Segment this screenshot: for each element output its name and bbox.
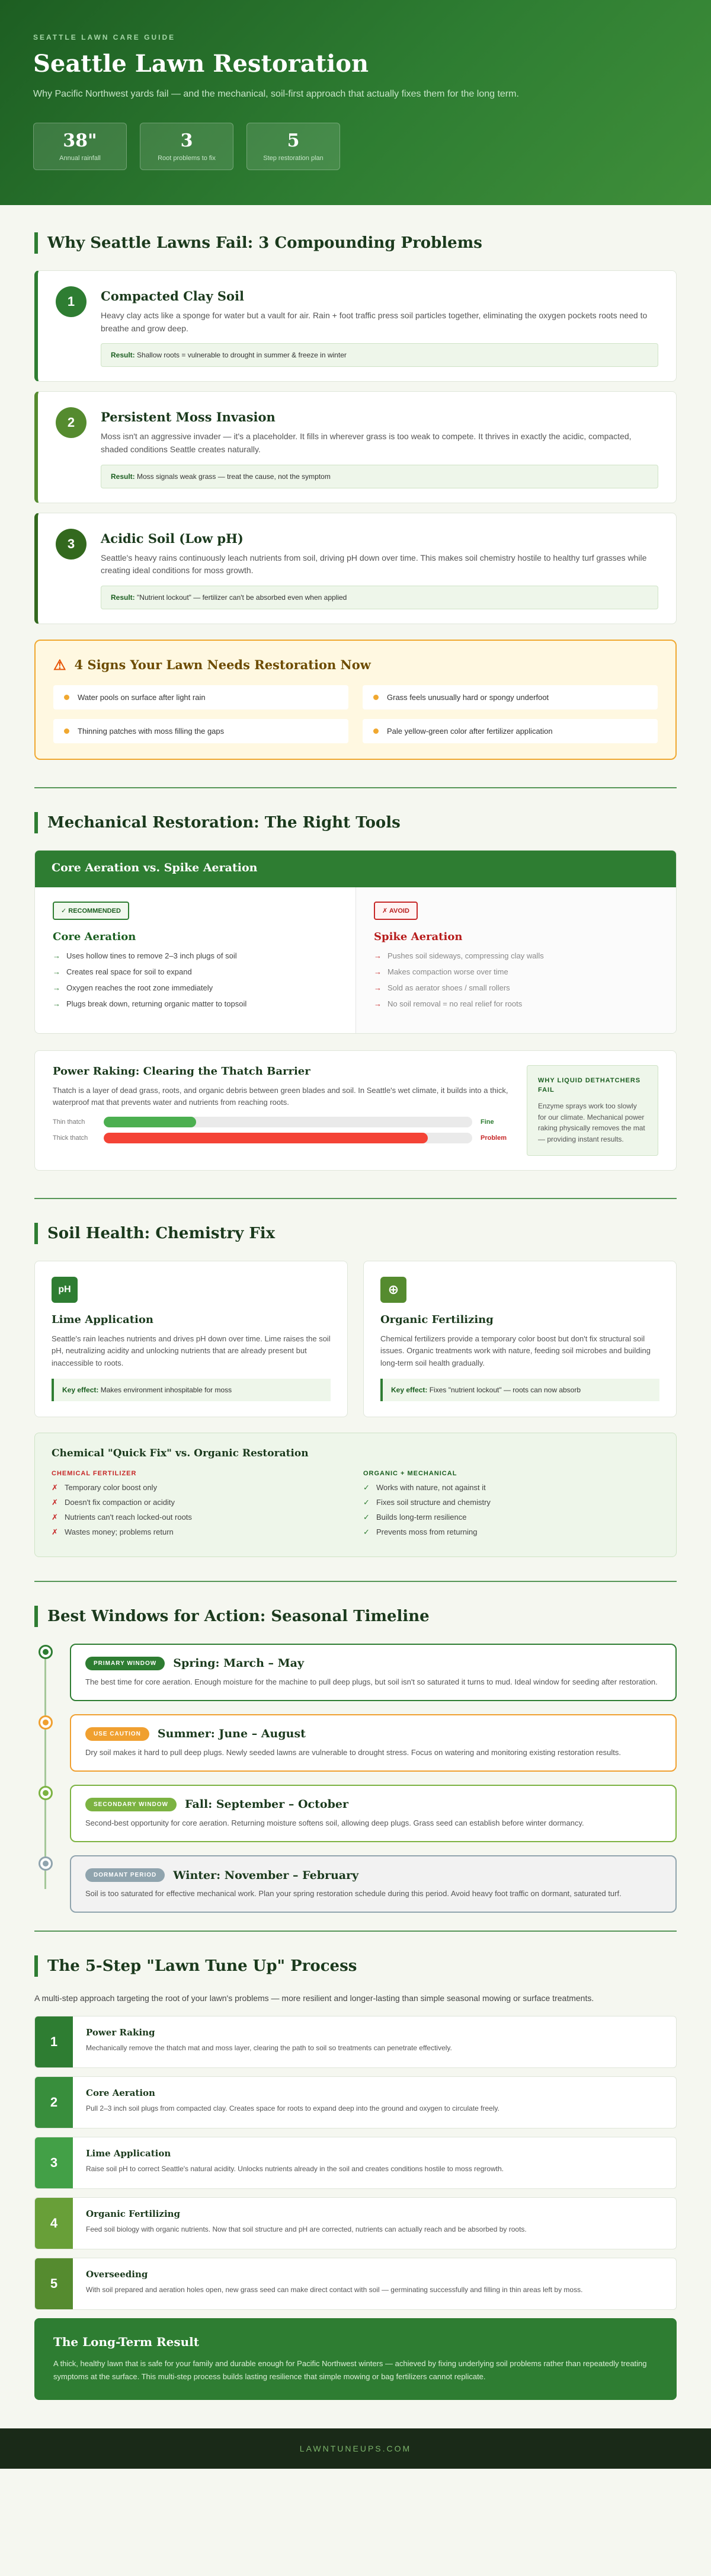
- hero-stats: [33, 123, 678, 170]
- warning-signs-heading: [53, 656, 658, 673]
- season-text: Soil is too saturated for effective mechanical work. Plan your spring restoration schedule during this period. Avoid heavy foot traffic on dormant, saturated turf.: [85, 1889, 622, 1899]
- card-text: Seattle's rain leaches nutrients and drives pH down over time. Lime raises the soil pH, neutralizing acidity and unlocking nutrients that are already present but inaccessible to roots.: [52, 1334, 331, 1367]
- list-item: [363, 685, 658, 709]
- season-pill: DORMANT PERIOD: [85, 1868, 165, 1882]
- item-text: Oxygen reaches the root zone immediately: [66, 983, 213, 993]
- problem-card: [34, 270, 677, 382]
- cross-icon: ✗: [52, 1482, 58, 1492]
- season-card: [70, 1714, 677, 1772]
- bar-track: [104, 1117, 472, 1127]
- step-card: [34, 2016, 677, 2068]
- list-item: [52, 1483, 348, 1492]
- problem-title: Persistent Moss Invasion: [101, 410, 276, 425]
- step-number: 5: [35, 2258, 73, 2309]
- side-note-text: Enzyme sprays work too slowly for our climate. Mechanical power raking physically removes the mat — providing instant results.: [538, 1101, 645, 1143]
- plant-icon: ⊕: [380, 1277, 406, 1303]
- item-text: Wastes money; problems return: [65, 1527, 174, 1536]
- problem-title: Compacted Clay Soil: [101, 289, 245, 303]
- problem-text: Seattle's heavy rains continuously leach nutrients from soil, driving pH down over time. This makes soil chemistry hostile to healthy turf grasses while creating ideal conditions for moss growth.: [101, 552, 647, 576]
- stat-card: [140, 123, 233, 170]
- result-text: "Nutrient lockout" — fertilizer can't be absorbed even when applied: [137, 593, 347, 602]
- step-card: [34, 2137, 677, 2189]
- check-icon: ✓: [363, 1497, 370, 1507]
- cross-icon: ✗: [52, 1497, 58, 1507]
- bar-track: [104, 1133, 472, 1143]
- bullet-dot-icon: [373, 728, 379, 734]
- list-item: [52, 1498, 348, 1507]
- organic-column: [363, 1470, 659, 1542]
- list-item: [52, 1513, 348, 1522]
- item-text: Nutrients can't reach locked-out roots: [65, 1512, 192, 1522]
- fix-title: Chemical "Quick Fix" vs. Organic Restoration: [52, 1447, 309, 1459]
- sign-text: Water pools on surface after light rain: [78, 693, 206, 702]
- step-number: 3: [35, 2137, 73, 2188]
- arrow-right-icon: →: [53, 967, 60, 977]
- result-label: Result:: [111, 351, 135, 360]
- column-heading: ORGANIC + MECHANICAL: [363, 1469, 457, 1477]
- list-item: [374, 983, 658, 992]
- section-title: Mechanical Restoration: The Right Tools: [47, 814, 401, 832]
- item-text: Prevents moss from returning: [376, 1527, 478, 1536]
- result-text: Shallow roots = vulnerable to drought in summer & freeze in winter: [137, 351, 347, 360]
- arrow-right-icon: →: [53, 951, 60, 961]
- key-effect-box: [380, 1379, 659, 1401]
- section-heading: [34, 811, 677, 835]
- problem-text: Moss isn't an aggressive invader — it's a placeholder. It fills in wherever grass is too weak to compete. It thrives in exactly the acidic, compacted, shaded conditions Seattle creates naturally.: [101, 432, 632, 455]
- item-text: Fixes soil structure and chemistry: [376, 1497, 491, 1507]
- list-item: [53, 983, 338, 992]
- spike-aeration-column: [356, 887, 676, 1033]
- section-divider: [34, 787, 677, 788]
- section-title: Why Seattle Lawns Fail: 3 Compounding Problems: [47, 234, 482, 252]
- organic-card: [363, 1261, 677, 1417]
- season-title: Summer: June – August: [157, 1727, 306, 1741]
- hero-eyebrow: SEATTLE LAWN CARE GUIDE: [33, 33, 176, 41]
- seasons-section: [0, 1582, 711, 1913]
- stat-card: [33, 123, 127, 170]
- bar-label: Thin thatch: [53, 1118, 85, 1126]
- list-item: [363, 719, 658, 743]
- season-pill: USE CAUTION: [85, 1727, 149, 1741]
- item-text: Sold as aerator shoes / small rollers: [387, 983, 510, 993]
- result-label: Result:: [111, 472, 135, 481]
- season-text: The best time for core aeration. Enough moisture for the machine to pull deep plugs, but soil isn't so saturated it turns to mud. Ideal window for seeding after restoration.: [85, 1677, 658, 1686]
- seasonal-timeline: [34, 1644, 677, 1913]
- season-title: Fall: September – October: [185, 1798, 348, 1811]
- section-heading: [34, 231, 677, 255]
- avoid-badge: ✗ AVOID: [374, 902, 418, 920]
- bar-tag: Problem: [481, 1134, 507, 1142]
- timeline-line: [44, 1655, 46, 1890]
- section-accent-bar: [34, 1223, 38, 1244]
- check-icon: ✓: [363, 1512, 370, 1522]
- item-text: Creates real space for soil to expand: [66, 967, 192, 977]
- season-text: Dry soil makes it hard to pull deep plugs. Newly seeded lawns are vulnerable to drought stress. Focus on watering and monitoring existing restoration results.: [85, 1747, 621, 1757]
- problem-number: 2: [56, 407, 87, 438]
- steps-intro: A multi-step approach targeting the root of your lawn's problems — more resilient and longer-lasting than simple seasonal mowing or surface treatments.: [34, 1993, 594, 2003]
- key-effect-label: Key effect:: [391, 1385, 428, 1394]
- item-text: Makes compaction worse over time: [387, 967, 508, 977]
- item-text: Plugs break down, returning organic matter to topsoil: [66, 999, 247, 1009]
- item-text: Pushes soil sideways, compressing clay walls: [387, 951, 544, 961]
- result-box: [101, 343, 658, 367]
- sign-text: Grass feels unusually hard or spongy underfoot: [387, 693, 549, 702]
- step-card: [34, 2258, 677, 2310]
- stat-value: 5: [287, 130, 300, 151]
- card-text: Thatch is a layer of dead grass, roots, and organic debris between green blades and soil. In Seattle's wet climate, it builds into a thick, waterproof mat that prevents water and nutrients from reaching roots.: [53, 1086, 508, 1107]
- step-title: Power Raking: [86, 2027, 155, 2038]
- chemical-column: [52, 1470, 348, 1542]
- arrow-right-icon: →: [374, 999, 382, 1009]
- arrow-right-icon: →: [374, 967, 382, 977]
- section-title: The 5-Step "Lawn Tune Up" Process: [47, 1957, 357, 1976]
- arrow-right-icon: →: [374, 983, 382, 993]
- card-title: Power Raking: Clearing the Thatch Barrier: [53, 1065, 310, 1078]
- cross-icon: ✗: [52, 1512, 58, 1522]
- section-accent-bar: [34, 1606, 38, 1627]
- step-card: [34, 2197, 677, 2249]
- sign-text: Pale yellow-green color after fertilizer application: [387, 727, 553, 736]
- hero-subtitle: Why Pacific Northwest yards fail — and the mechanical, soil-first approach that actually fixes them for the long term.: [33, 89, 519, 99]
- list-item: [53, 951, 338, 960]
- season-pill: SECONDARY WINDOW: [85, 1798, 177, 1811]
- result-text: Moss signals weak grass — treat the cause, not the symptom: [137, 472, 331, 481]
- list-item: [52, 1527, 348, 1537]
- section-divider: [34, 1198, 677, 1199]
- warning-signs-title: 4 Signs Your Lawn Needs Restoration Now: [74, 657, 371, 673]
- step-text: Feed soil biology with organic nutrients. Now that soil structure and pH are corrected, nutrients can actually reach and be absorbed by roots.: [86, 2225, 527, 2234]
- bar-label: Thick thatch: [53, 1134, 88, 1142]
- ph-icon: pH: [52, 1277, 78, 1303]
- bullet-dot-icon: [64, 728, 69, 734]
- list-item: [53, 685, 348, 709]
- step-number: 1: [35, 2016, 73, 2067]
- problem-number: 3: [56, 529, 87, 560]
- stat-value: 38": [63, 130, 97, 151]
- hero: [0, 0, 711, 205]
- page-title: Seattle Lawn Restoration: [33, 50, 369, 78]
- list-item: [53, 999, 338, 1008]
- key-effect-text: Makes environment inhospitable for moss: [100, 1385, 232, 1394]
- fix-comparison: [34, 1433, 677, 1557]
- power-raking-card: [34, 1050, 677, 1171]
- footer: [0, 2428, 711, 2469]
- step-card: [34, 2076, 677, 2128]
- stat-label: Step restoration plan: [263, 155, 324, 162]
- season-card: [70, 1785, 677, 1842]
- item-text: Temporary color boost only: [65, 1482, 158, 1492]
- list-item: [363, 1498, 659, 1507]
- season-card: [70, 1855, 677, 1913]
- card-title: Lime Application: [52, 1313, 153, 1327]
- thin-thatch-bar: [104, 1117, 196, 1127]
- recommended-badge: ✓ RECOMMENDED: [53, 902, 129, 920]
- section-title: Soil Health: Chemistry Fix: [47, 1225, 276, 1243]
- step-text: Mechanically remove the thatch mat and moss layer, clearing the path to soil so treatments can penetrate effectively.: [86, 2044, 452, 2053]
- step-title: Lime Application: [86, 2148, 171, 2159]
- soil-section: [0, 1199, 711, 1557]
- lime-card: [34, 1261, 348, 1417]
- section-heading: [34, 1605, 677, 1628]
- column-title: Spike Aeration: [374, 931, 463, 944]
- problem-card: [34, 513, 677, 624]
- section-accent-bar: [34, 812, 38, 833]
- stat-value: 3: [180, 130, 193, 151]
- card-text: Chemical fertilizers provide a temporary color boost but don't fix structural soil issues. Organic treatments work with nature, feeding soil microbes and building long-term soil health gradually.: [380, 1334, 651, 1367]
- item-text: No soil removal = no real relief for roots: [387, 999, 523, 1009]
- card-title: Organic Fertilizing: [380, 1313, 494, 1327]
- stat-label: Annual rainfall: [59, 155, 101, 162]
- warning-icon: ⚠: [53, 656, 66, 674]
- thatch-bar-row: [53, 1133, 510, 1143]
- problems-section: [0, 205, 711, 760]
- timeline-dot-icon: [39, 1856, 53, 1871]
- result-box: [101, 465, 658, 488]
- section-divider: [34, 1581, 677, 1582]
- list-item: [363, 1513, 659, 1522]
- thick-thatch-bar: [104, 1133, 428, 1143]
- thatch-bar-row: [53, 1117, 510, 1127]
- section-divider: [34, 1931, 677, 1932]
- list-item: [363, 1483, 659, 1492]
- bullet-dot-icon: [64, 695, 69, 700]
- column-heading: CHEMICAL FERTILIZER: [52, 1469, 137, 1477]
- side-note-title: WHY LIQUID DETHATCHERS FAIL: [538, 1077, 641, 1094]
- list-item: [53, 719, 348, 743]
- step-number: 2: [35, 2077, 73, 2128]
- list-item: [53, 967, 338, 976]
- section-title: Best Windows for Action: Seasonal Timeline: [47, 1607, 430, 1625]
- step-title: Organic Fertilizing: [86, 2209, 181, 2220]
- mechanical-section: [0, 788, 711, 1171]
- bar-tag: Fine: [481, 1118, 494, 1126]
- arrow-right-icon: →: [53, 983, 60, 993]
- problem-text: Heavy clay acts like a sponge for water but a vault for air. Rain + foot traffic press soil particles together, eliminating the oxygen pockets roots need to breathe and grow deep.: [101, 311, 648, 333]
- comparison-title: Core Aeration vs. Spike Aeration: [35, 851, 676, 887]
- footer-link[interactable]: LAWNTUNEUPS.COM: [299, 2444, 412, 2454]
- check-icon: ✓: [363, 1482, 370, 1492]
- season-title: Spring: March – May: [173, 1657, 305, 1670]
- season-text: Second-best opportunity for core aeration. Returning moisture softens soil, allowing deep plugs. Grass seed can establish before winter dormancy.: [85, 1818, 584, 1827]
- cross-icon: ✗: [52, 1527, 58, 1536]
- section-heading: [34, 1954, 677, 1978]
- season-pill: PRIMARY WINDOW: [85, 1657, 165, 1670]
- result-label: Result:: [111, 593, 135, 602]
- result-title: The Long-Term Result: [53, 2335, 199, 2350]
- arrow-right-icon: →: [53, 999, 60, 1009]
- section-accent-bar: [34, 1955, 38, 1977]
- result-box: [101, 586, 658, 609]
- item-text: Uses hollow tines to remove 2–3 inch plugs of soil: [66, 951, 237, 961]
- result-text: A thick, healthy lawn that is safe for your family and durable enough for Pacific Northwest winters — achieved by fixing underlying soil problems rather than repeatedly treating symptoms at the surface. This multi-step process builds lasting resilience that simple mowing or bag fertilizers cannot replicate.: [53, 2359, 647, 2382]
- timeline-dot-icon: [39, 1786, 53, 1800]
- list-item: [374, 967, 658, 976]
- problem-title: Acidic Soil (Low pH): [101, 530, 244, 546]
- section-heading: [34, 1222, 677, 1245]
- core-aeration-column: [35, 887, 356, 1033]
- stat-card: [246, 123, 340, 170]
- season-card: [70, 1644, 677, 1701]
- item-text: Works with nature, not against it: [376, 1482, 486, 1492]
- timeline-dot-icon: [39, 1715, 53, 1730]
- list-item: [363, 1527, 659, 1537]
- arrow-right-icon: →: [374, 951, 382, 961]
- step-title: Core Aeration: [86, 2088, 155, 2099]
- column-title: Core Aeration: [53, 931, 136, 944]
- check-icon: ✓: [363, 1527, 370, 1536]
- step-title: Overseeding: [86, 2269, 148, 2280]
- season-title: Winter: November – February: [173, 1868, 359, 1882]
- warning-signs-box: [34, 640, 677, 760]
- side-note: [527, 1065, 658, 1156]
- list-item: [374, 951, 658, 960]
- step-text: Pull 2–3 inch soil plugs from compacted clay. Creates space for roots to expand deep into the ground and oxygen to circulate freely.: [86, 2104, 499, 2113]
- timeline-dot-icon: [39, 1645, 53, 1659]
- section-accent-bar: [34, 232, 38, 254]
- long-term-result: [34, 2318, 677, 2400]
- step-text: Raise soil pH to correct Seattle's natural acidity. Unlocks nutrients already in the soil and creates conditions hostile to moss regrowth.: [86, 2165, 504, 2174]
- sign-text: Thinning patches with moss filling the gaps: [78, 727, 225, 736]
- bullet-dot-icon: [373, 695, 379, 700]
- item-text: Doesn't fix compaction or acidity: [65, 1497, 175, 1507]
- item-text: Builds long-term resilience: [376, 1512, 467, 1522]
- stat-label: Root problems to fix: [158, 155, 216, 162]
- key-effect-box: [52, 1379, 331, 1401]
- list-item: [374, 999, 658, 1008]
- step-number: 4: [35, 2198, 73, 2249]
- signs-grid: [53, 685, 658, 743]
- key-effect-text: Fixes "nutrient lockout" — roots can now absorb: [429, 1385, 581, 1394]
- problem-number: 1: [56, 286, 87, 317]
- key-effect-label: Key effect:: [62, 1385, 99, 1394]
- step-text: With soil prepared and aeration holes open, new grass seed can make direct contact with soil — germinating successfully and filling in thin areas left by moss.: [86, 2286, 583, 2294]
- problem-card: [34, 391, 677, 503]
- steps-section: [0, 1932, 711, 2400]
- aeration-comparison: [34, 850, 677, 1034]
